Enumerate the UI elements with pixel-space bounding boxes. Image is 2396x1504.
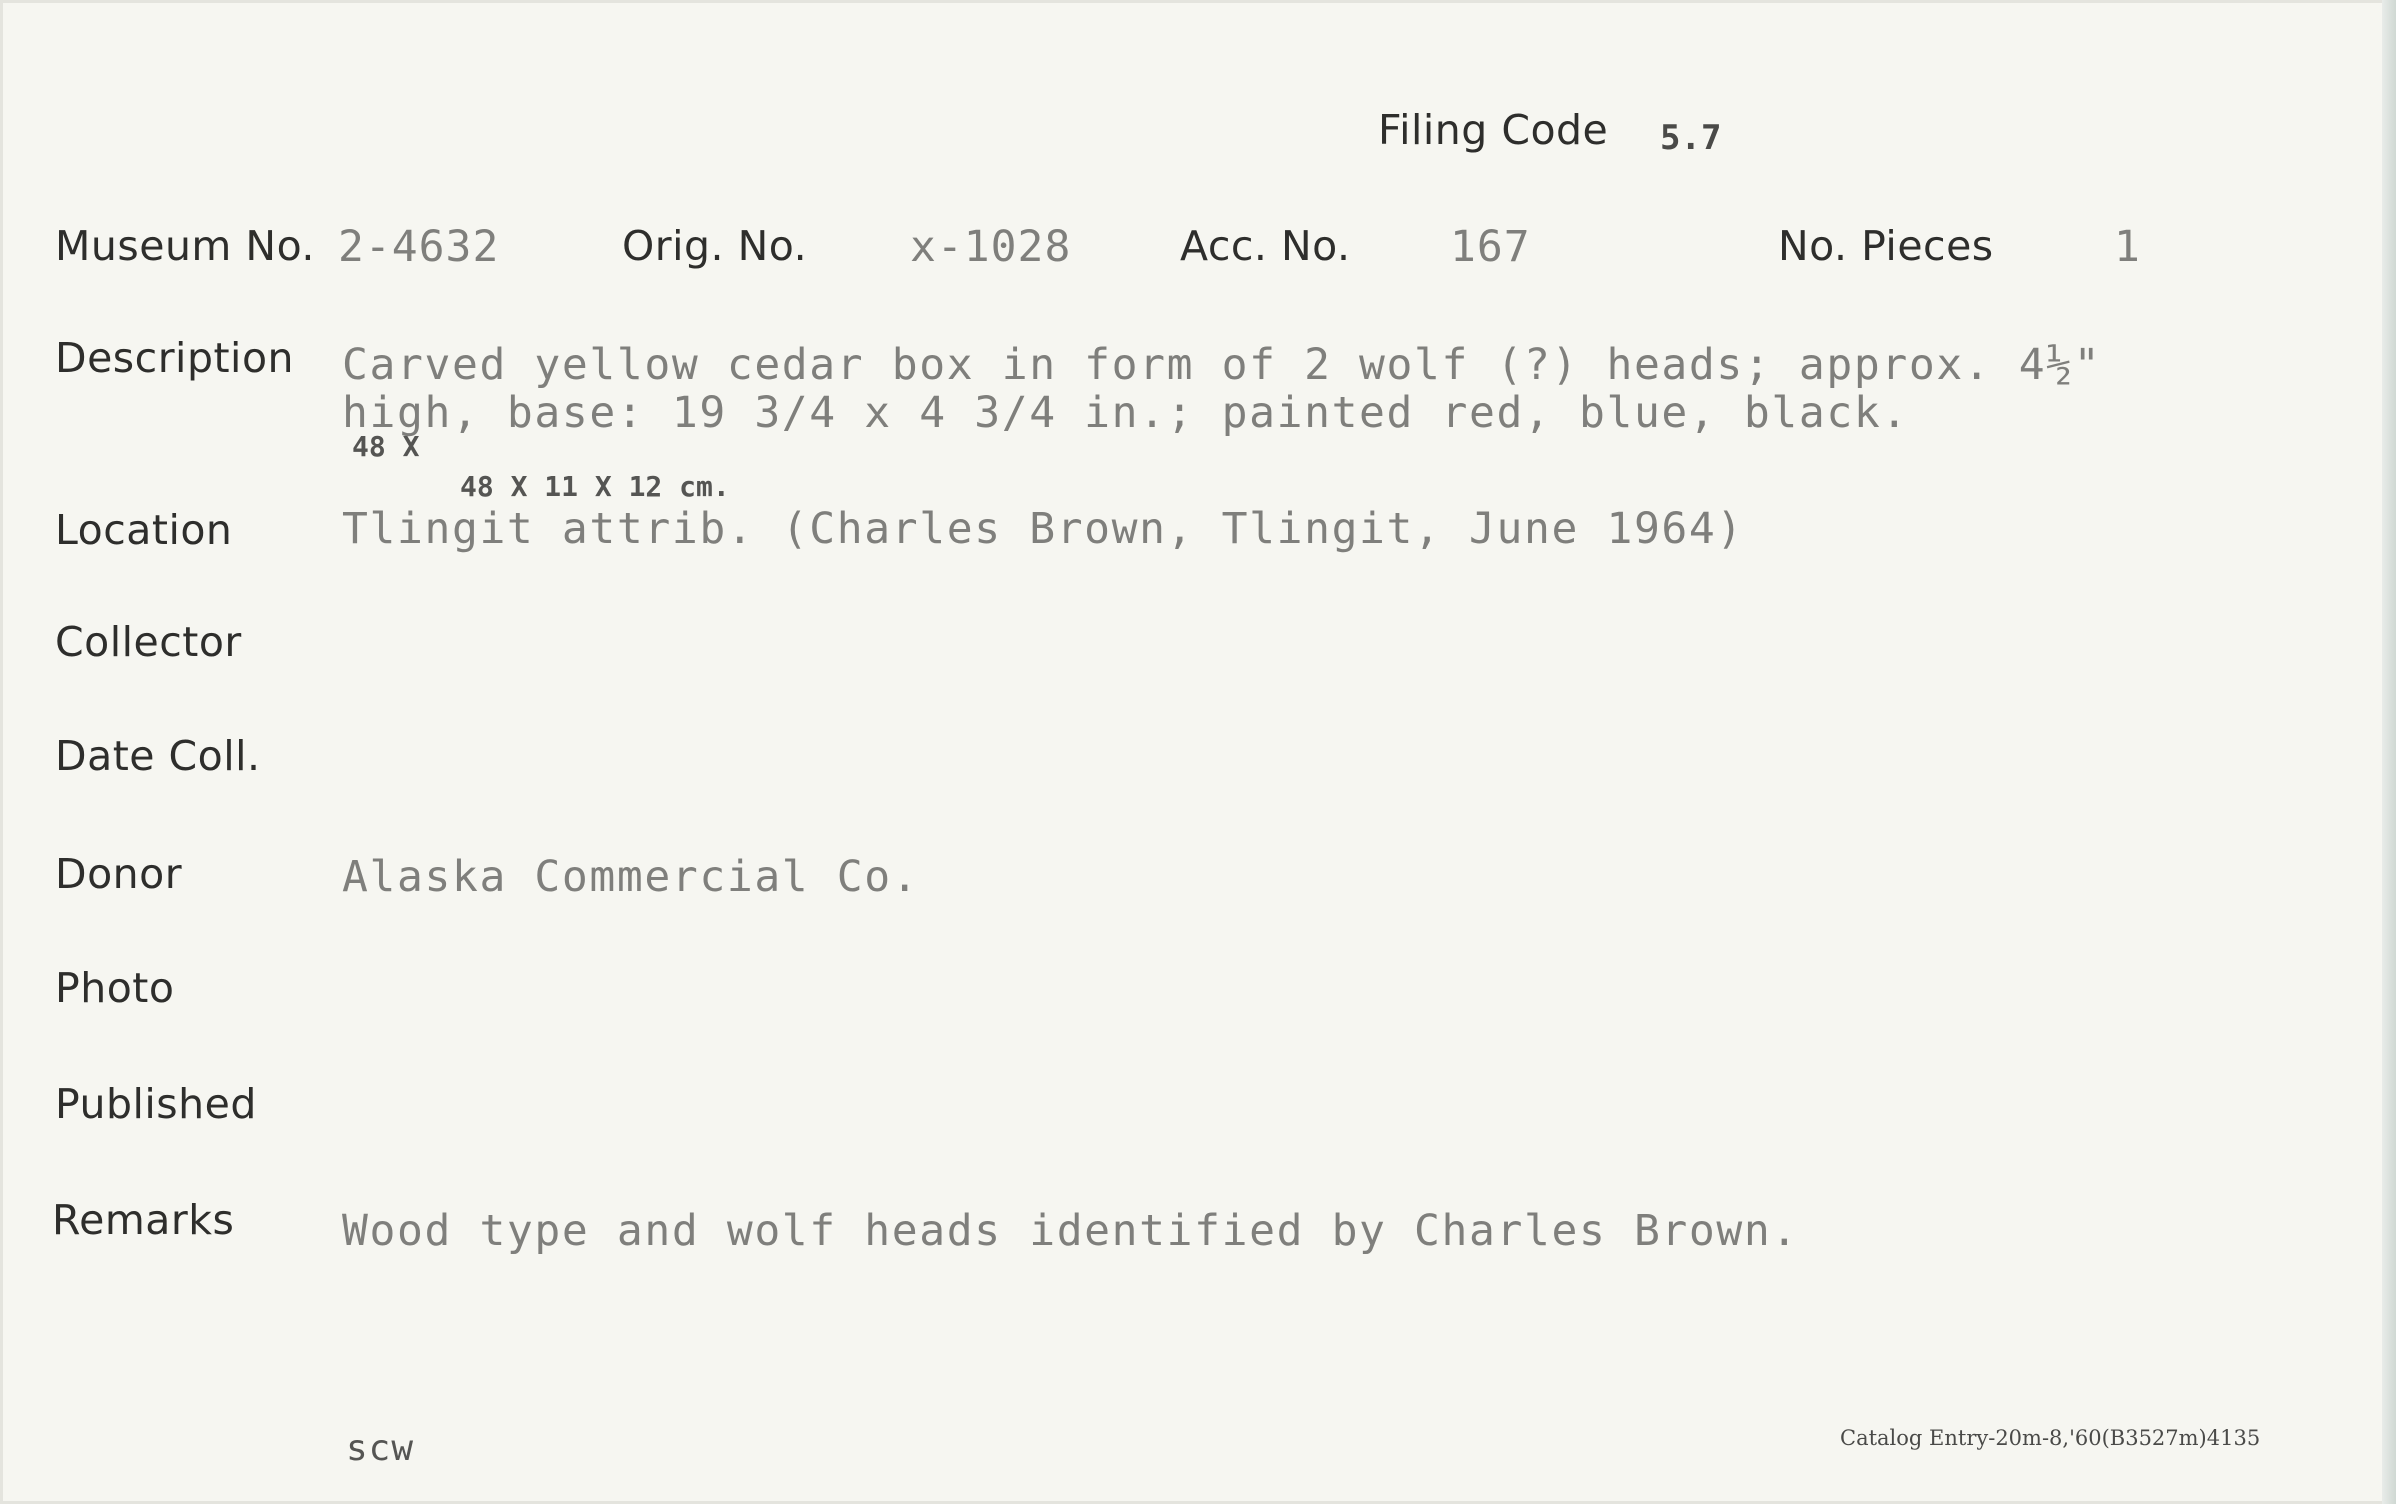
description-note-2: 48 X 11 X 12 cm. bbox=[460, 470, 730, 503]
published-label: Published bbox=[55, 1080, 257, 1128]
location-label: Location bbox=[55, 506, 233, 554]
remarks-value: Wood type and wolf heads identified by Charles Brown. bbox=[342, 1206, 1799, 1256]
description-note-1: 48 X bbox=[352, 430, 420, 463]
print-code: Catalog Entry-20m-8,'60(B3527m)4135 bbox=[1840, 1426, 2261, 1450]
filing-code-value: 5.7 bbox=[1660, 118, 1722, 158]
filing-code-label: Filing Code bbox=[1378, 106, 1609, 154]
museum-no-label: Museum No. bbox=[55, 222, 315, 270]
description-label: Description bbox=[55, 334, 295, 382]
card-edge bbox=[2382, 0, 2396, 1504]
donor-label: Donor bbox=[55, 850, 183, 898]
photo-label: Photo bbox=[55, 964, 175, 1012]
museum-no-value: 2-4632 bbox=[338, 222, 500, 272]
collector-label: Collector bbox=[55, 618, 242, 666]
acc-no-value: 167 bbox=[1450, 222, 1531, 272]
date-coll-label: Date Coll. bbox=[55, 732, 261, 780]
orig-no-value: x-1028 bbox=[910, 222, 1072, 272]
description-line-1: Carved yellow cedar box in form of 2 wolf (?) heads; approx. 4½" bbox=[342, 340, 2102, 390]
initials: scw bbox=[346, 1428, 415, 1469]
donor-value: Alaska Commercial Co. bbox=[342, 852, 920, 902]
orig-no-label: Orig. No. bbox=[622, 222, 808, 270]
pieces-value: 1 bbox=[2114, 222, 2141, 272]
description-line-2: high, base: 19 3/4 x 4 3/4 in.; painted red, blue, black. bbox=[342, 388, 1909, 438]
pieces-label: No. Pieces bbox=[1778, 222, 1994, 270]
location-value: Tlingit attrib. (Charles Brown, Tlingit, June 1964) bbox=[342, 504, 1744, 554]
acc-no-label: Acc. No. bbox=[1180, 222, 1351, 270]
remarks-label: Remarks bbox=[52, 1196, 235, 1244]
